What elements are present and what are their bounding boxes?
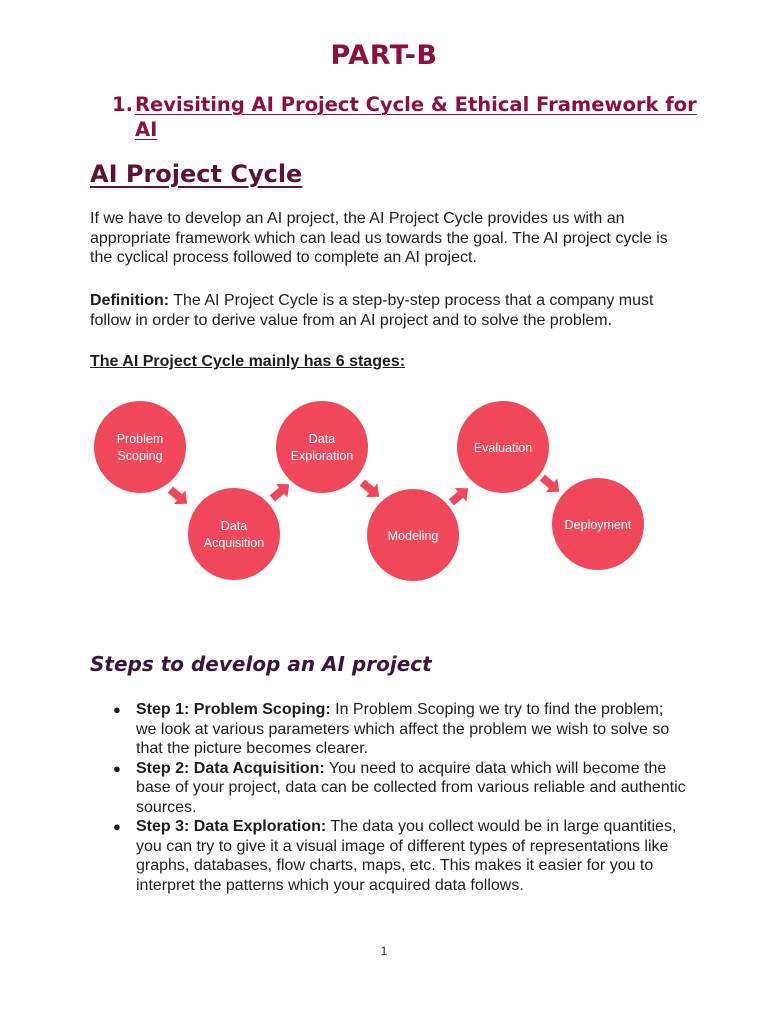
list-item-step-1	[0, 700, 686, 759]
step-text: You need to acquire data which will become the base of your project, data can be collected from various reliable and authentic sources.	[136, 759, 686, 816]
page-title: PART-B	[330, 40, 438, 71]
section-title: Revisiting AI Project Cycle & Ethical Framework for AI	[135, 93, 697, 141]
page-number: 1	[380, 944, 388, 958]
list-item-step-2	[0, 759, 686, 818]
stage-circle	[276, 401, 368, 493]
arrow-icon	[165, 483, 193, 511]
ai-project-cycle-diagram	[88, 392, 658, 592]
stage-node	[552, 478, 644, 570]
definition-label: Definition:	[90, 292, 170, 309]
step-text: In Problem Scoping we try to find the problem; we look at various parameters which affect the problem we wish to solve so that the picture becomes clearer.	[136, 701, 670, 757]
stage-label: Deployment	[564, 518, 632, 532]
arrow-icon	[357, 476, 385, 504]
bullet-icon: ●	[113, 702, 121, 717]
arrow-icon	[537, 471, 565, 499]
stage-node	[94, 401, 186, 493]
stage-label: Data	[220, 519, 248, 533]
step-text: The data you collect would be in large quantities, you can try to give it a visual image of different types of representations like graphs, databases, flow charts, maps, etc. This makes it easier for you to interpret the patterns which your acquired data follows.	[136, 818, 677, 894]
stage-label: Acquisition	[203, 536, 265, 550]
stage-node	[367, 489, 459, 581]
steps-heading: Steps to develop an AI project	[90, 652, 432, 676]
stage-node	[188, 488, 280, 580]
section-heading	[112, 92, 702, 142]
bullet-icon: ●	[113, 819, 121, 834]
stage-label: Evaluation	[473, 441, 533, 455]
definition-text: The AI Project Cycle is a step-by-step process that a company must follow in order to derive value from an AI project and to solve the problem.	[90, 292, 654, 329]
section-number: 1.	[112, 93, 133, 116]
step-label: Step 2: Data Acquisition:	[136, 759, 325, 777]
intro-paragraph: If we have to develop an AI project, the AI Project Cycle provides us with an appropriate framework which can lead us towards the goal. The AI project cycle is the cyclical process followed to complete an AI project.	[90, 210, 668, 267]
stage-circle	[94, 401, 186, 493]
stage-node	[457, 401, 549, 493]
stage-node	[276, 401, 368, 493]
stage-label: Data	[308, 432, 336, 446]
stages-label: The AI Project Cycle mainly has 6 stages:	[90, 353, 406, 370]
arrow-icon	[446, 481, 474, 509]
subheading-ai-project-cycle: AI Project Cycle	[90, 160, 303, 188]
definition-paragraph	[90, 291, 690, 330]
arrow-icon	[267, 477, 295, 505]
list-item-step-3	[0, 817, 686, 895]
stage-circle	[188, 488, 280, 580]
stage-label: Exploration	[290, 449, 354, 463]
stage-label: Problem	[116, 432, 164, 446]
stage-label: Scoping	[117, 449, 163, 463]
step-label: Step 3: Data Exploration:	[136, 818, 327, 835]
bullet-icon: ●	[113, 760, 121, 776]
steps-list	[0, 700, 768, 895]
step-label: Step 1: Problem Scoping:	[136, 701, 331, 718]
stage-label: Modeling	[387, 529, 439, 543]
